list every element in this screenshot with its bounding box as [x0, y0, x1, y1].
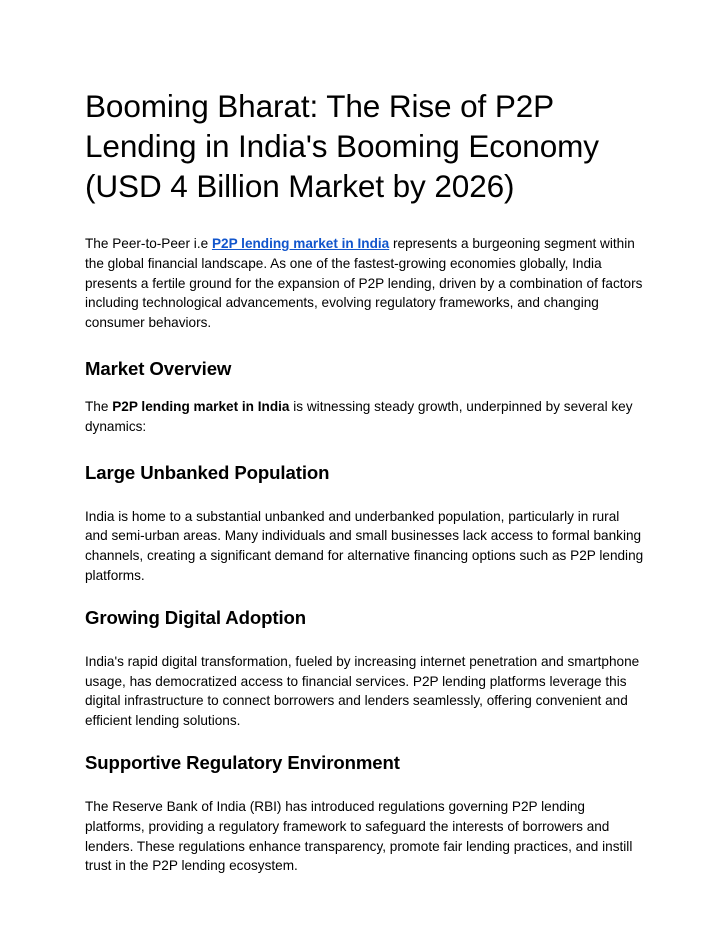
intro-text-after-link: represents a burgeoning segment within the global financial landscape. As one of the fastest-growing economies globally, India presents a fertile ground for the expansion of P2P lending, driven by a combination of factors including technological advancements, evolving regulatory frameworks, and changing consumer behaviors. — [85, 236, 643, 331]
overview-text-before-bold: The — [85, 398, 113, 414]
unbanked-population-heading: Large Unbanked Population — [85, 461, 330, 483]
regulatory-environment-paragraph: The Reserve Bank of India (RBI) has introduced regulations governing P2P lending platforms, providing a regulatory framework to safeguard the interests of borrowers and lenders. These regulations enhance transparency, promote fair lending practices, and instill trust in the P2P lending ecosystem. — [85, 798, 633, 874]
document-page — [85, 86, 645, 876]
digital-adoption-heading: Growing Digital Adoption — [85, 606, 307, 628]
regulatory-environment-heading: Supportive Regulatory Environment — [85, 751, 400, 773]
overview-bold-phrase: P2P lending market in India — [112, 398, 290, 414]
p2p-lending-market-link[interactable]: P2P lending market in India — [211, 236, 390, 251]
unbanked-population-paragraph: India is home to a substantial unbanked and underbanked population, particularly in rural and semi-urban areas. Many individuals and small businesses lack access to formal banking channels, creating a significant demand for alternative financing options such as P2P lending platforms. — [85, 508, 644, 583]
overview-text-after-bold: is witnessing steady growth, underpinned by several key dynamics: — [85, 398, 633, 434]
document-title: Booming Bharat: The Rise of P2P Lending in India's Booming Economy (USD 4 Billion Market by 2026) — [85, 88, 599, 204]
intro-paragraph — [85, 234, 645, 333]
market-overview-heading: Market Overview — [85, 357, 232, 379]
digital-adoption-paragraph: India's rapid digital transformation, fueled by increasing internet penetration and smartphone usage, has democratized access to financial services. P2P lending platforms leverage this digital infrastructure to connect borrowers and lenders seamlessly, offering convenient and efficient lending solutions. — [85, 653, 640, 729]
market-overview-paragraph — [85, 397, 645, 437]
intro-text-before-link: The Peer-to-Peer i.e — [85, 236, 212, 251]
